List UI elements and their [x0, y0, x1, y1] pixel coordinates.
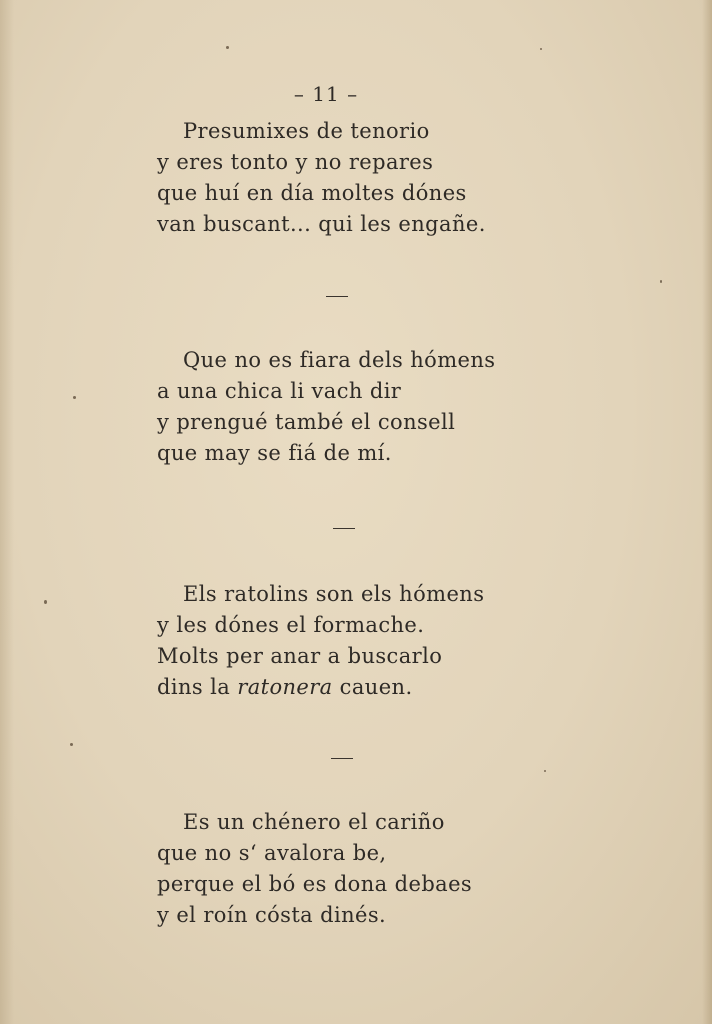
verse-text: cauen.	[332, 675, 413, 699]
verse-line: y el roín cósta dinés.	[157, 903, 387, 927]
verse-line: y les dónes el formache.	[157, 613, 425, 637]
paper-speck	[544, 770, 546, 772]
stanza-divider	[331, 758, 353, 759]
page-shadow-right	[702, 0, 712, 1024]
stanza-divider	[333, 528, 355, 529]
verse-line: perque el bó es dona debaes	[157, 872, 473, 896]
verse-line: que no s‘ avalora be,	[157, 841, 387, 865]
stanza-4	[157, 807, 472, 931]
verse-line: a una chica li vach dir	[157, 379, 402, 403]
verse-line: Molts per anar a buscarlo	[157, 644, 443, 668]
paper-speck	[73, 396, 76, 399]
paper-speck	[44, 600, 47, 604]
page-number: – 11 –	[293, 82, 359, 106]
verse-line	[157, 672, 484, 703]
verse-line: y prengué també el consell	[157, 410, 456, 434]
verse-line: y eres tonto y no repares	[157, 150, 434, 174]
stanza-2	[157, 345, 495, 469]
verse-text: dins la	[157, 675, 238, 699]
stanza-3	[157, 579, 484, 703]
stanza-divider	[326, 296, 348, 297]
verse-line: Es un chénero el cariño	[183, 810, 445, 834]
verse-line: Que no es fiara dels hómens	[183, 348, 496, 372]
verse-italic-word: ratonera	[237, 675, 333, 699]
paper-speck	[540, 48, 542, 50]
verse-line: Els ratolins son els hómens	[183, 582, 485, 606]
verse-line: van buscant... qui les engañe.	[157, 212, 486, 236]
verse-line: que may se fiá de mí.	[157, 441, 392, 465]
paper-speck	[70, 743, 73, 746]
verse-line: que huí en día moltes dónes	[157, 181, 467, 205]
paper-speck	[660, 280, 662, 283]
paper-speck	[226, 46, 229, 49]
verse-line: Presumixes de tenorio	[183, 119, 430, 143]
page-shadow-left	[0, 0, 14, 1024]
stanza-1	[157, 116, 486, 240]
